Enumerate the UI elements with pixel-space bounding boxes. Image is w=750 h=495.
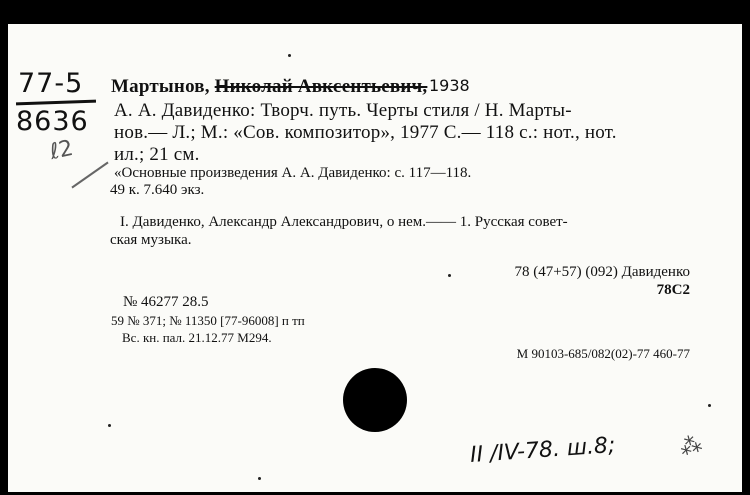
handwritten-slash-mark <box>71 162 108 189</box>
record-line-1: № 46277 28.5 <box>123 294 209 310</box>
handwritten-bottom-note: II /IV-78. ш.8; <box>469 432 617 469</box>
scan-border-top <box>0 0 750 24</box>
title-line-1: А. А. Давиденко: Творч. путь. Черты стиля / Н. Марты- <box>114 100 572 121</box>
record-line-3: Вс. кн. пал. 21.12.77 М294. <box>122 330 272 345</box>
scan-speck <box>448 274 451 277</box>
call-number-top: 77-5 <box>18 68 84 99</box>
handwritten-corner-mark: ⁂ <box>677 431 705 462</box>
author-line <box>111 76 427 98</box>
scan-speck <box>708 404 711 407</box>
udc-classification: 78 (47+57) (092) Давиденко <box>514 264 690 280</box>
author-surname: Мартынов, <box>111 76 210 97</box>
call-number-bottom: 8636 <box>16 106 89 137</box>
subjects-line-1: I. Давиденко, Александр Александрович, о нем.—— 1. Русская совет- <box>120 214 568 230</box>
subjects-line-2: ская музыка. <box>110 232 192 248</box>
price-line: М 90103-685/082(02)-77 460-77 <box>516 346 690 361</box>
bbk-classification: 78С2 <box>656 282 690 298</box>
record-line-2: 59 № 371; № 11350 [77-96008] п тп <box>111 313 305 328</box>
notes-line-2: 49 к. 7.640 экз. <box>110 182 205 198</box>
call-number-divider <box>16 100 96 106</box>
handwritten-year: 1938 <box>429 76 470 95</box>
scan-speck <box>108 424 111 427</box>
title-line-2: нов.— Л.; М.: «Сов. композитор», 1977 С.— 118 с.: нот., нот. <box>114 122 617 143</box>
title-line-3: ил.; 21 см. <box>114 144 200 165</box>
scan-speck <box>258 477 261 480</box>
author-given-names: Николай Авксентьевич, <box>214 76 428 97</box>
ink-blot <box>343 368 407 432</box>
scan-speck <box>288 54 291 57</box>
catalog-card <box>8 24 742 492</box>
notes-line-1: «Основные произведения А. А. Давиденко: с. 117—118. <box>114 165 472 181</box>
handwritten-side-mark: ℓ2 <box>47 135 76 166</box>
